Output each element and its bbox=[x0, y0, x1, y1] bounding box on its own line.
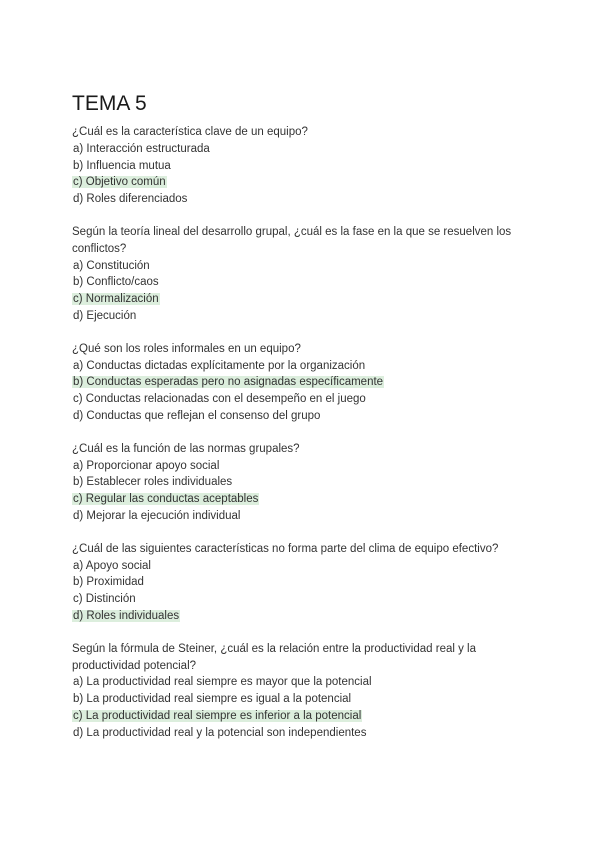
answer-option bbox=[72, 141, 542, 158]
question-list bbox=[72, 124, 542, 758]
answer-option-text: d) Roles diferenciados bbox=[73, 193, 188, 206]
answer-option bbox=[72, 358, 542, 375]
question-block bbox=[72, 124, 542, 208]
answer-option-text: a) Constitución bbox=[73, 259, 150, 272]
answer-option bbox=[72, 274, 542, 291]
answer-option-text: a) Proporcionar apoyo social bbox=[73, 459, 220, 472]
question-stem: Según la fórmula de Steiner, ¿cuál es la relación entre la productividad real y la productividad potencial? bbox=[72, 642, 477, 672]
question-stem: ¿Qué son los roles informales en un equipo? bbox=[72, 342, 301, 355]
answer-option-correct bbox=[72, 291, 542, 308]
answer-option bbox=[72, 508, 542, 525]
answer-option-text: c) Objetivo común bbox=[73, 176, 166, 189]
answer-option-text: a) Interacción estructurada bbox=[73, 142, 210, 155]
question-block bbox=[72, 541, 542, 625]
answer-option bbox=[72, 408, 542, 425]
page-title: TEMA 5 bbox=[72, 92, 147, 115]
answer-option-text: c) Normalización bbox=[73, 293, 159, 306]
answer-option-text: b) Establecer roles individuales bbox=[73, 476, 233, 489]
answer-option-text: d) Ejecución bbox=[73, 309, 137, 322]
answer-option-correct bbox=[72, 174, 542, 191]
question-stem: ¿Cuál es la función de las normas grupales? bbox=[72, 442, 300, 455]
answer-option bbox=[72, 258, 542, 275]
answer-option bbox=[72, 191, 542, 208]
answer-option bbox=[72, 308, 542, 325]
answer-option bbox=[72, 558, 542, 575]
question-stem: ¿Cuál es la característica clave de un equipo? bbox=[72, 126, 308, 138]
answer-option-text: c) Conductas relacionadas con el desempeño en el juego bbox=[73, 393, 366, 406]
answer-option-text: b) Influencia mutua bbox=[73, 159, 171, 172]
answer-option bbox=[72, 391, 542, 408]
answer-option-text: b) Conductas esperadas pero no asignadas específicamente bbox=[73, 376, 384, 389]
answer-option bbox=[72, 725, 542, 742]
question-block bbox=[72, 341, 542, 425]
answer-option-text: d) La productividad real y la potencial son independientes bbox=[73, 726, 367, 739]
answer-option-text: d) Roles individuales bbox=[73, 609, 180, 622]
answer-option-correct bbox=[72, 374, 542, 391]
answer-option bbox=[72, 691, 542, 708]
answer-option-text: c) Regular las conductas aceptables bbox=[73, 493, 259, 506]
question-block bbox=[72, 641, 542, 742]
answer-option-correct bbox=[72, 491, 542, 508]
answer-option bbox=[72, 674, 542, 691]
answer-option-text: b) Proximidad bbox=[73, 576, 144, 589]
answer-option-correct bbox=[72, 708, 542, 725]
question-block bbox=[72, 224, 542, 325]
answer-option bbox=[72, 591, 542, 608]
answer-option-text: c) Distinción bbox=[73, 593, 136, 606]
answer-option-text: c) La productividad real siempre es inferior a la potencial bbox=[73, 709, 362, 722]
answer-option-text: a) Apoyo social bbox=[73, 559, 151, 572]
answer-option bbox=[72, 158, 542, 175]
question-stem: Según la teoría lineal del desarrollo grupal, ¿cuál es la fase en la que se resuelven los conflictos? bbox=[72, 225, 512, 255]
answer-option bbox=[72, 574, 542, 591]
question-block bbox=[72, 441, 542, 525]
answer-option bbox=[72, 458, 542, 475]
answer-option-text: a) La productividad real siempre es mayor que la potencial bbox=[73, 676, 372, 689]
answer-option bbox=[72, 474, 542, 491]
answer-option-text: d) Mejorar la ejecución individual bbox=[73, 509, 241, 522]
answer-option-text: d) Conductas que reflejan el consenso del grupo bbox=[73, 409, 321, 422]
answer-option-correct bbox=[72, 608, 542, 625]
answer-option-text: b) La productividad real siempre es igual a la potencial bbox=[73, 693, 352, 706]
answer-option-text: b) Conflicto/caos bbox=[73, 276, 159, 289]
question-stem: ¿Cuál de las siguientes características no forma parte del clima de equipo efectivo? bbox=[72, 542, 499, 555]
answer-option-text: a) Conductas dictadas explícitamente por la organización bbox=[73, 359, 366, 372]
